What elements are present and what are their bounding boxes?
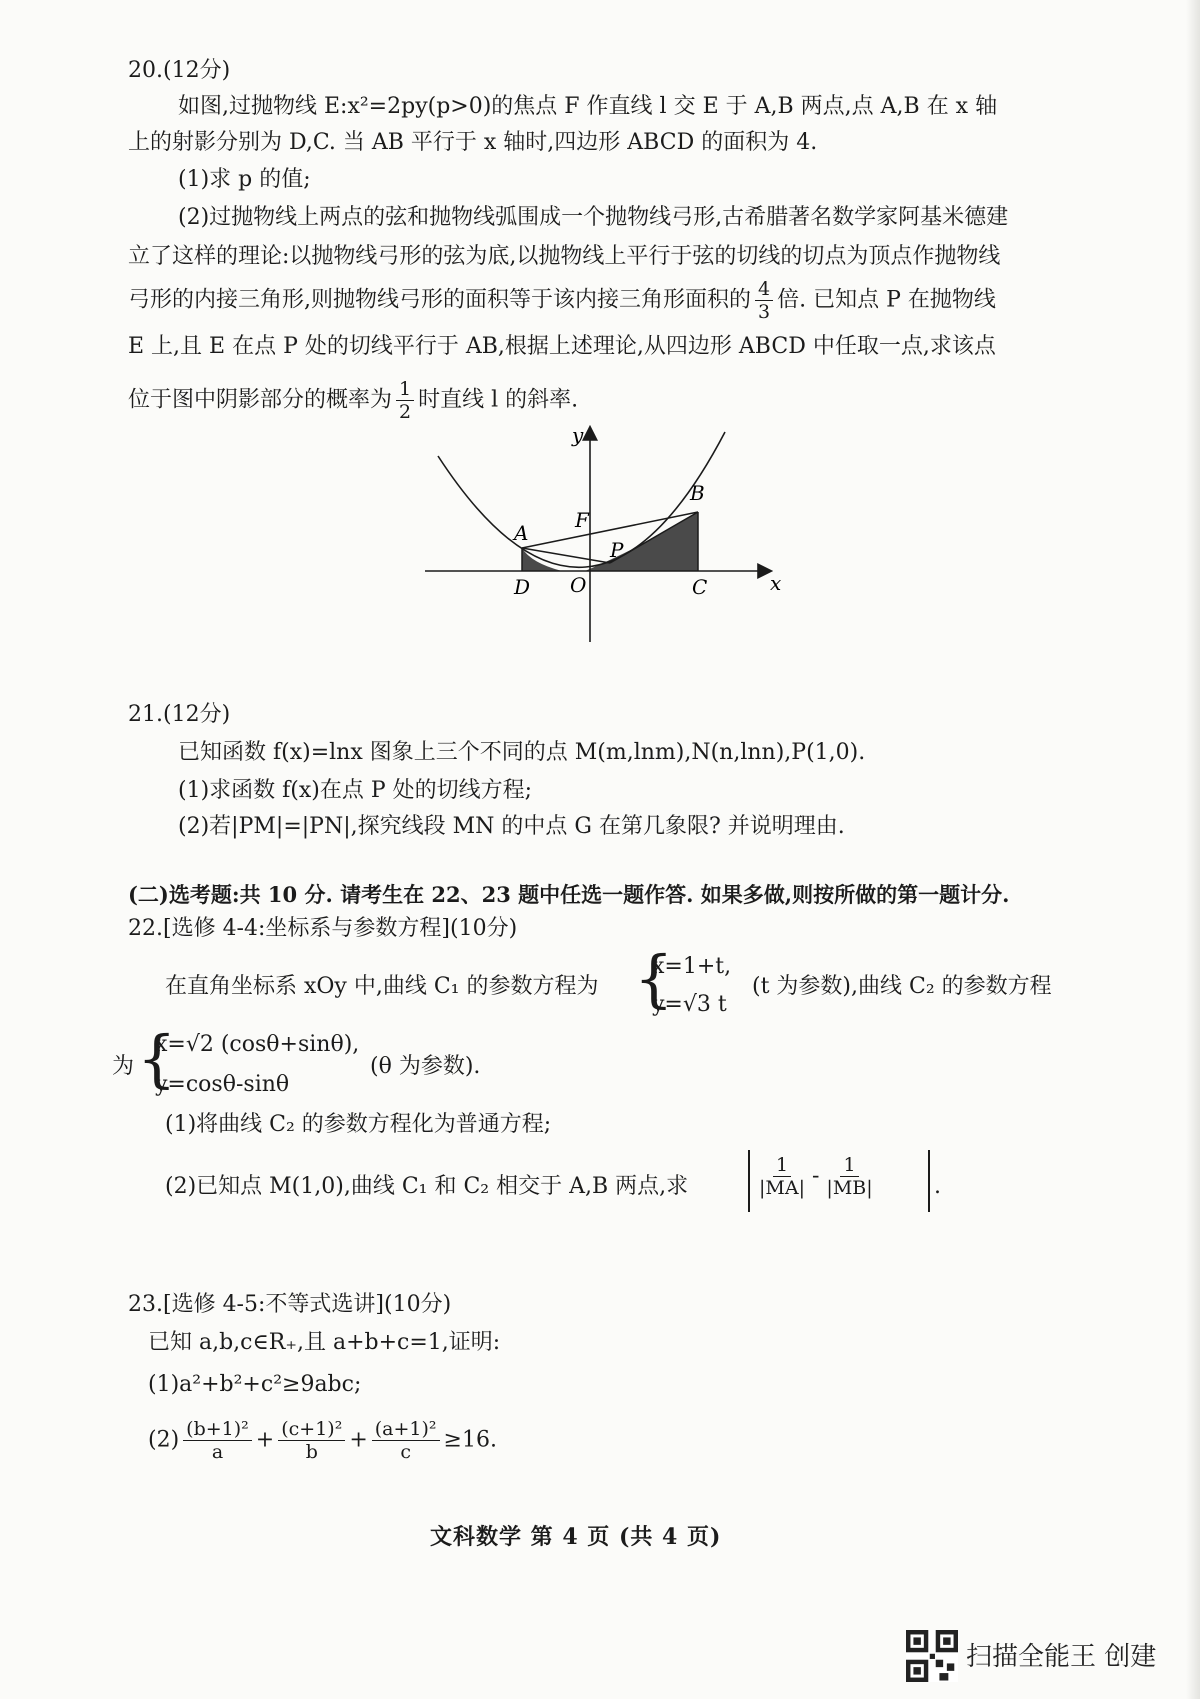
label-y: y: [572, 423, 584, 447]
plus-sign: +: [255, 1427, 275, 1453]
abs-bar-left: [748, 1150, 750, 1212]
label-a: A: [514, 521, 529, 545]
c2-y-equation: y=cosθ-sinθ: [155, 1072, 290, 1097]
q20-part1: (1)求 p 的值;: [178, 167, 311, 192]
q22-part2: (2)已知点 M(1,0),曲线 C₁ 和 C₂ 相交于 A,B 两点,求: [165, 1174, 689, 1199]
label-x: x: [770, 571, 782, 595]
q21-header: 21.(12分): [128, 702, 231, 727]
q20-line: 立了这样的理论:以抛物线弓形的弦为底,以抛物线上平行于弦的切线的切点为顶点作抛物线: [128, 244, 1001, 269]
label-o: O: [570, 573, 587, 597]
label-d: D: [514, 575, 531, 599]
c1-y-equation: y=√3 t: [652, 992, 727, 1017]
q20-line: [128, 278, 996, 323]
fraction-one-half: $\frac{1}{2}$: [396, 378, 414, 423]
fraction-c1-over-b: $\frac{\text{(c+1)²}}{b}$: [278, 1418, 345, 1463]
label-p: P: [610, 538, 624, 562]
q22-end: .: [934, 1174, 941, 1199]
q23-label: (2): [148, 1427, 180, 1453]
label-c: C: [692, 575, 708, 599]
q23-part1: (1)a²+b²+c²≥9abc;: [148, 1372, 362, 1397]
q22-line: 为: [112, 1054, 135, 1079]
q23-inequality: ≥16.: [443, 1427, 497, 1453]
q21-part1: (1)求函数 f(x)在点 P 处的切线方程;: [178, 778, 533, 803]
scanner-watermark: 扫描全能王 创建: [966, 1642, 1157, 1672]
section-2-instructions: (二)选考题:共 10 分. 请考生在 22、23 题中任选一题作答. 如果多做,则按所做的第一题计分.: [128, 882, 1010, 907]
q22-header: 22.[选修 4-4:坐标系与参数方程](10分): [128, 916, 518, 941]
scan-edge-shadow: [1186, 0, 1200, 1699]
qr-code-icon: [906, 1630, 958, 1682]
q23-line: 已知 a,b,c∈R₊,且 a+b+c=1,证明:: [148, 1330, 501, 1355]
fraction-b1-over-a: $\frac{\text{(b+1)²}}{a}$: [183, 1418, 252, 1463]
q20-text: 弓形的内接三角形,则抛物线弓形的面积等于该内接三角形面积的: [128, 287, 751, 313]
c1-x-equation: x=1+t,: [652, 954, 732, 979]
q20-line: [128, 378, 578, 423]
q22-line: (θ 为参数).: [370, 1054, 481, 1079]
page-footer: 文科数学 第 4 页 (共 4 页): [430, 1524, 722, 1550]
label-f: F: [575, 508, 589, 532]
q22-part1: (1)将曲线 C₂ 的参数方程化为普通方程;: [165, 1112, 552, 1137]
fraction-one-over-ma: $\frac{1}{|MA|}$: [759, 1154, 805, 1199]
q20-text: 倍. 已知点 P 在抛物线: [777, 287, 996, 313]
q21-line: 已知函数 f(x)=lnx 图象上三个不同的点 M(m,lnm),N(n,lnn),P(1,0).: [178, 740, 866, 765]
q22-line: 在直角坐标系 xOy 中,曲线 C₁ 的参数方程为: [165, 974, 599, 999]
plus-sign: +: [349, 1427, 368, 1453]
parabola-figure: [420, 420, 790, 645]
q20-part2: (2)过抛物线上两点的弦和抛物线弧围成一个抛物线弓形,古希腊著名数学家阿基米德建: [178, 205, 1009, 230]
q20-line: E 上,且 E 在点 P 处的切线平行于 AB,根据上述理论,从四边形 ABCD 中任取一点,求该点: [128, 334, 996, 359]
q20-text: 时直线 l 的斜率.: [418, 387, 579, 413]
fraction-one-over-mb: $\frac{1}{|MB|}$: [826, 1154, 873, 1199]
q20-line: 上的射影分别为 D,C. 当 AB 平行于 x 轴时,四边形 ABCD 的面积为 4.: [128, 130, 818, 155]
label-b: B: [690, 481, 705, 505]
q22-abs-expression: [752, 1154, 880, 1199]
q20-line: 如图,过抛物线 E:x²=2py(p>0)的焦点 F 作直线 l 交 E 于 A,B 两点,点 A,B 在 x 轴: [178, 94, 998, 119]
q20-text: 位于图中阴影部分的概率为: [128, 387, 393, 413]
q23-part2: [148, 1418, 497, 1463]
minus-sign: -: [811, 1163, 820, 1189]
c2-x-equation: x=√2 (cosθ+sinθ),: [155, 1032, 360, 1057]
fraction-four-thirds: $\frac{4}{3}$: [755, 278, 773, 323]
brace-c1: {: [634, 942, 674, 1015]
q20-header: 20.(12分): [128, 58, 231, 83]
q21-part2: (2)若|PM|=|PN|,探究线段 MN 的中点 G 在第几象限? 并说明理由.: [178, 814, 845, 839]
q22-line: (t 为参数),曲线 C₂ 的参数方程: [752, 974, 1052, 999]
fraction-a1-over-c: $\frac{\text{(a+1)²}}{c}$: [372, 1418, 440, 1463]
abs-bar-right: [928, 1150, 930, 1212]
brace-c2: {: [137, 1022, 177, 1095]
q23-header: 23.[选修 4-5:不等式选讲](10分): [128, 1292, 452, 1317]
